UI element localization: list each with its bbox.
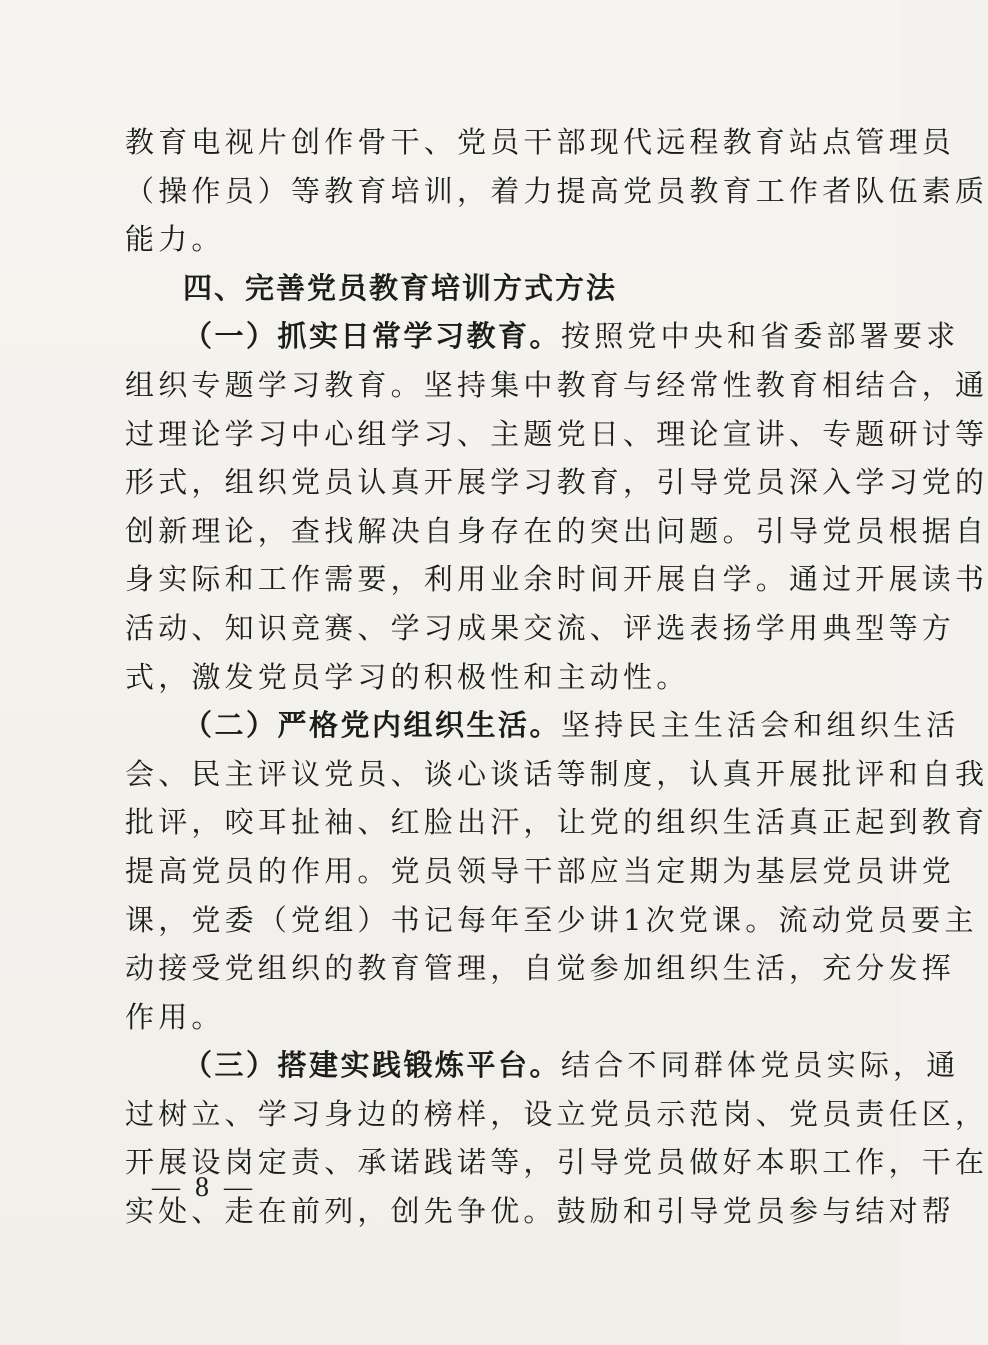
paragraph-text: 按照党中央和省委部署要求 bbox=[561, 319, 960, 354]
text-line: 组织专题学习教育。坚持集中教育与经常性教育相结合，通 bbox=[125, 367, 988, 402]
text-line: 教育电视片创作骨干、党员干部现代远程教育站点管理员 bbox=[125, 125, 956, 159]
text-line: （操作员）等教育培训，着力提高党员教育工作者队伍素质 bbox=[125, 173, 988, 208]
section-heading: 四、完善党员教育培训方式方法 bbox=[183, 270, 618, 305]
paragraph-lead: （二）严格党内组织生活。 bbox=[183, 708, 562, 743]
paragraph-first-line bbox=[125, 1041, 960, 1090]
text-line: 会、民主评议党员、谈心谈话等制度，认真开展批评和自我 bbox=[125, 756, 988, 791]
page-number: — 8 — bbox=[152, 1172, 256, 1203]
text-line: 能力。 bbox=[125, 222, 225, 257]
text-line: 形式，组织党员认真开展学习教育，引导党员深入学习党的 bbox=[125, 465, 988, 500]
text-line: 创新理论，查找解决自身存在的突出问题。引导党员根据自 bbox=[125, 513, 988, 548]
text-line: 开展设岗定责、承诺践诺等，引导党员做好本职工作，干在 bbox=[125, 1145, 988, 1180]
text-line: 式，激发党员学习的积极性和主动性。 bbox=[125, 659, 690, 694]
text-line: 动接受党组织的教育管理，自觉参加组织生活，充分发挥 bbox=[125, 951, 956, 986]
text-line: 活动、知识竞赛、学习成果交流、评选表扬学用典型等方 bbox=[125, 610, 956, 645]
paragraph-text: 结合不同群体党员实际，通 bbox=[561, 1048, 960, 1083]
text-line: 提高党员的作用。党员领导干部应当定期为基层党员讲党 bbox=[125, 853, 956, 888]
text-line: 课，党委（党组）书记每年至少讲1次党课。流动党员要主 bbox=[125, 902, 978, 937]
document-body bbox=[125, 118, 988, 1236]
paragraph-first-line bbox=[125, 701, 960, 750]
text-line: 实处、走在前列，创先争优。鼓励和引导党员参与结对帮 bbox=[125, 1194, 956, 1229]
text-line: 过理论学习中心组学习、主题党日、理论宣讲、专题研讨等 bbox=[125, 416, 988, 451]
text-line: 批评，咬耳扯袖、红脸出汗，让党的组织生活真正起到教育 bbox=[125, 805, 988, 840]
paragraph-lead: （三）搭建实践锻炼平台。 bbox=[183, 1048, 562, 1083]
text-line: 作用。 bbox=[125, 999, 225, 1034]
text-line: 过树立、学习身边的榜样，设立党员示范岗、党员责任区， bbox=[125, 1096, 988, 1131]
paragraph-lead: （一）抓实日常学习教育。 bbox=[183, 319, 562, 354]
paragraph-first-line bbox=[125, 312, 960, 361]
text-line: 身实际和工作需要，利用业余时间开展自学。通过开展读书 bbox=[125, 562, 988, 597]
paragraph-text: 坚持民主生活会和组织生活 bbox=[561, 708, 960, 743]
